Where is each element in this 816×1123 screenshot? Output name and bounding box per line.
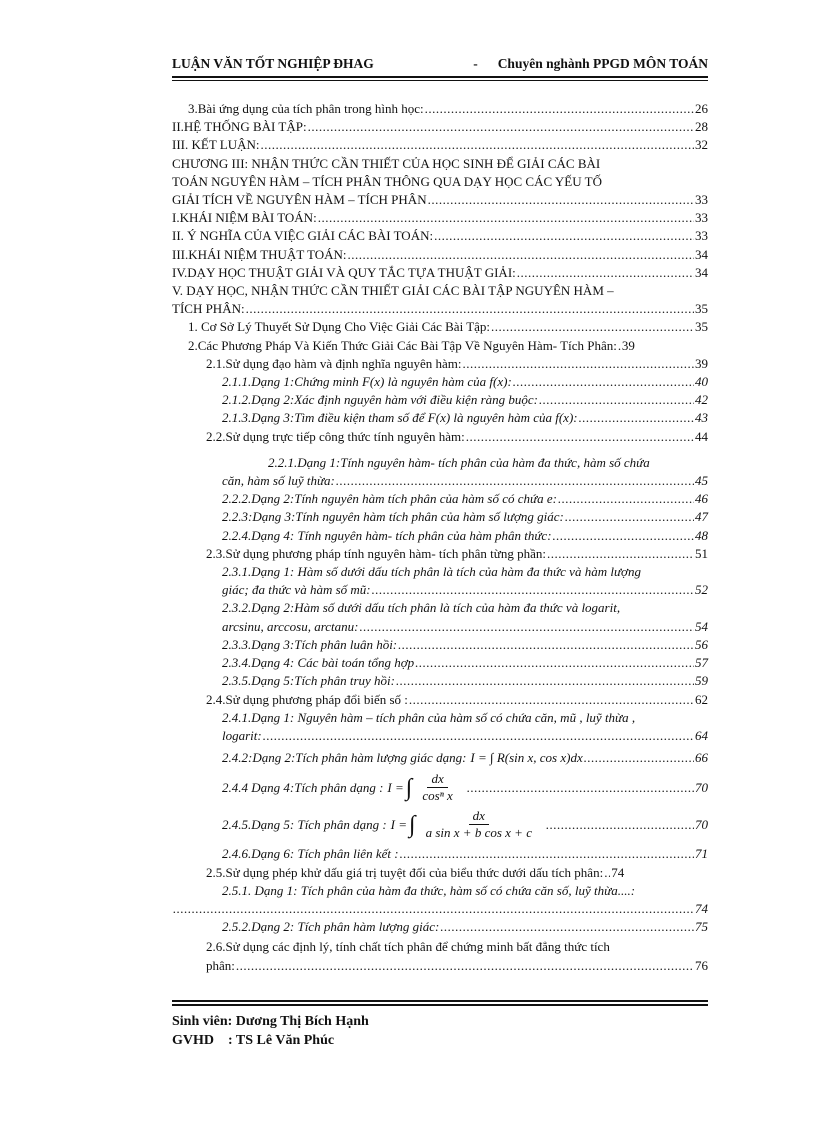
toc-entry[interactable]: 2.2.2.Dạng 2:Tính nguyên hàm tích phân của hàm số có chứa e: ..... 46: [172, 490, 708, 508]
toc-entry[interactable]: 2.3.Sử dụng phương pháp tính nguyên hàm- tích phân từng phần: ..... 51: [172, 545, 708, 563]
toc-entry[interactable]: 2.1.2.Dạng 2:Xác định nguyên hàm với điều kiện ràng buộc: ..... 42: [172, 391, 708, 409]
toc-entry[interactable]: 2.2.1.Dạng 1:Tính nguyên hàm- tích phân của hàm đa thức, hàm số chứa căn, hàm số luỹ thừa: ..... 45: [172, 454, 708, 490]
toc-entry[interactable]: 2.3.4.Dạng 4: Các bài toán tổng hợp ..... 57: [172, 654, 708, 672]
toc-entry[interactable]: IV.DẠY HỌC THUẬT GIẢI VÀ QUY TẮC TỰA THUẬT GIẢI: ..... 34: [172, 264, 708, 282]
toc-entry[interactable]: 2.5.Sử dụng phép khử dấu giá trị tuyệt đối của biểu thức dưới dấu tích phân: ..... 74: [172, 864, 708, 882]
header-separator: -: [473, 56, 478, 71]
footer-student: Sinh viên: Dương Thị Bích Hạnh: [172, 1014, 369, 1029]
toc-entry[interactable]: 2.2.4.Dạng 4: Tính nguyên hàm- tích phân của hàm phân thức: ..... 48: [172, 527, 708, 545]
toc-entry[interactable]: III.KHÁI NIỆM THUẬT TOÁN: ..... 34: [172, 246, 708, 264]
toc-entry[interactable]: 2.1.1.Dạng 1:Chứng minh F(x) là nguyên hàm của f(x): ..... 40: [172, 373, 708, 391]
toc-entry[interactable]: 2.4.Sử dụng phương pháp đổi biến số : ..... 62: [172, 691, 708, 709]
header-rule-thin: [172, 80, 708, 81]
toc-entry[interactable]: 2.3.2.Dạng 2:Hàm số dưới dấu tích phân là tích của hàm đa thức và logarit, arcsinu, arccosu, arctanu: ..... 54: [172, 599, 708, 635]
footer-rule-top: [172, 1000, 708, 1002]
footer-advisor: GVHD : TS Lê Văn Phúc: [172, 1033, 335, 1048]
toc-entry[interactable]: 2.4.2:Dạng 2:Tích phân hàm lượng giác dạng: I = ∫ R(sin x, cos x)dx ..... 66: [172, 749, 708, 767]
footer-rule-bottom: [172, 1004, 708, 1006]
toc-entry[interactable]: 2.4.6.Dạng 6: Tích phân liên kết : ..... 71: [172, 845, 708, 863]
toc-entry[interactable]: 2.2.3:Dạng 3:Tính nguyên hàm tích phân của hàm số lượng giác: ..... 47: [172, 508, 708, 526]
header-thesis-title: LUẬN VĂN TỐT NGHIỆP ĐHAG: [172, 56, 374, 71]
table-of-contents: [172, 100, 708, 975]
toc-entry[interactable]: 2.1.Sử dụng đạo hàm và định nghĩa nguyên hàm: ..... 39: [172, 355, 708, 373]
toc-entry[interactable]: 2.2.Sử dụng trực tiếp công thức tính nguyên hàm: ..... 44: [172, 428, 708, 446]
toc-entry[interactable]: 2.3.5.Dạng 5:Tích phân truy hồi: ..... 59: [172, 672, 708, 690]
toc-entry[interactable]: 3.Bài ứng dụng của tích phân trong hình học: ..... 26: [172, 100, 708, 118]
header-major: Chuyên nghành PPGD MÔN TOÁN: [497, 56, 708, 71]
toc-entry[interactable]: 2.4.4 Dạng 4:Tích phân dạng : I = ∫ $\frac{dx}{\text{cosⁿ x}}$ ..... 70: [172, 771, 708, 804]
formula-cos-power: I = ∫ $\frac{dx}{\text{cosⁿ x}}$: [387, 771, 453, 804]
toc-entry[interactable]: 2.4.1.Dạng 1: Nguyên hàm – tích phân của hàm số có chứa căn, mũ , luỹ thừa , logarit: ..... 64: [172, 709, 708, 745]
toc-entry[interactable]: III. KẾT LUẬN: ..... 32: [172, 136, 708, 154]
header-rule-thick: [172, 76, 708, 78]
toc-entry[interactable]: 2.5.1. Dạng 1: Tích phân của hàm đa thức, hàm số có chứa căn số, luỹ thừa....: ..... 74: [172, 882, 708, 918]
toc-entry[interactable]: 2.3.3.Dạng 3:Tích phân luân hồi: ..... 56: [172, 636, 708, 654]
toc-entry[interactable]: II.HỆ THỐNG BÀI TẬP: ..... 28: [172, 118, 708, 136]
toc-entry[interactable]: 2.6.Sử dụng các định lý, tính chất tích phân để chứng minh bất đẳng thức tích phân: ..... 76: [172, 938, 708, 974]
toc-entry[interactable]: 1. Cơ Sở Lý Thuyết Sử Dụng Cho Việc Giải Các Bài Tập: ..... 35: [172, 318, 708, 336]
toc-entry[interactable]: II. Ý NGHĨA CỦA VIỆC GIẢI CÁC BÀI TOÁN: ..... 33: [172, 227, 708, 245]
formula-linear-trig: I = ∫ $\frac{dx}{\text{a sin x + b cos x + c}}$: [390, 808, 532, 841]
toc-entry[interactable]: 2.5.2.Dạng 2: Tích phân hàm lượng giác: ..... 75: [172, 918, 708, 936]
toc-entry[interactable]: 2.1.3.Dạng 3:Tìm điều kiện tham số để F(x) là nguyên hàm của f(x): ..... 43: [172, 409, 708, 427]
formula-trig-integral: I = ∫ R(sin x, cos x)dx: [470, 750, 583, 766]
toc-entry[interactable]: 2.3.1.Dạng 1: Hàm số dưới dấu tích phân là tích của hàm đa thức và hàm lượng giác; đa thức và hàm số mũ: ..... 52: [172, 563, 708, 599]
toc-entry[interactable]: 2.Các Phương Pháp Và Kiến Thức Giải Các Bài Tập Về Nguyên Hàm- Tích Phân: ..... 39: [172, 337, 708, 355]
toc-entry-chapter-3[interactable]: CHƯƠNG III: NHẬN THỨC CẦN THIẾT CỦA HỌC SINH ĐỂ GIẢI CÁC BÀI TOÁN NGUYÊN HÀM – TÍCH PHÂN THÔNG QUA DẠY HỌC CÁC YẾU TỐ GIẢI TÍCH VỀ NGUYÊN HÀM – TÍCH PHÂN ..... 33: [172, 155, 708, 210]
page-footer: [172, 1012, 369, 1050]
page-header: [172, 56, 708, 72]
toc-entry[interactable]: I.KHÁI NIỆM BÀI TOÁN: ..... 33: [172, 209, 708, 227]
toc-entry-section-5[interactable]: V. DẠY HỌC, NHẬN THỨC CẦN THIẾT GIẢI CÁC BÀI TẬP NGUYÊN HÀM – TÍCH PHÂN: ..... 35: [172, 282, 708, 318]
toc-entry[interactable]: 2.4.5.Dạng 5: Tích phân dạng : I = ∫ $\frac{dx}{\text{a sin x + b cos x + c}}$ ..... 70: [172, 808, 708, 841]
